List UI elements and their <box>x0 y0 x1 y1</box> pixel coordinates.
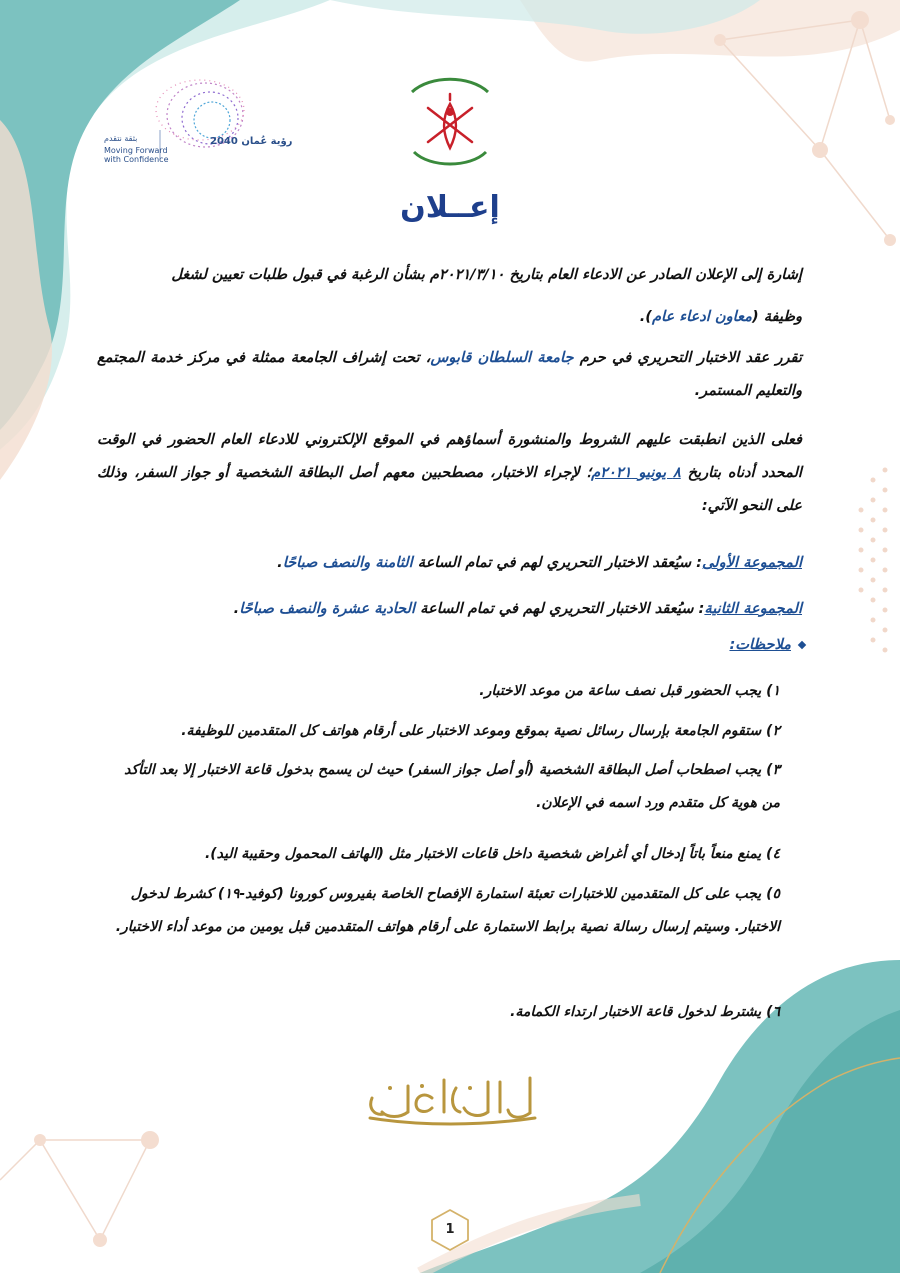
exam-location-prefix: تقرر عقد الاختبار التحريري في حرم <box>573 349 802 366</box>
note-item: ٣) يجب اصطحاب أصل البطاقة الشخصية (أو أصل جواز السفر) حيث لن يسمح بدخول قاعة الاختبار إلا بعد التأكد من هوية كل متقدم ورد اسمه في الإعلان. <box>124 762 780 811</box>
intro-line-2 <box>97 300 802 333</box>
note-item: ٤) يمنع منعاً باتاً إدخال أي أغراض شخصية داخل قاعات الاختبار مثل (الهاتف المحمول وحقيبة اليد). <box>204 846 780 862</box>
group-1-end: . <box>277 554 283 571</box>
university-name: جامعة السلطان قابوس <box>430 349 574 366</box>
note-item: ٢) ستقوم الجامعة بإرسال رسائل نصية بموقع وموعد الاختبار على أرقام هواتف كل المتقدمين للوظيفة. <box>181 723 780 739</box>
oman-public-prosecution-emblem <box>400 70 500 175</box>
group-2-label: المجموعة الثانية <box>704 600 802 617</box>
intro-line-1: إشارة إلى الإعلان الصادر عن الادعاء العام بتاريخ ٢٠٢١/٣/١٠م بشأن الرغبة في قبول طلبات تعيين لشغل <box>171 266 802 283</box>
exam-date: ٨ يونيو ٢٠٢١م <box>591 464 681 481</box>
intro-job-suffix: ). <box>639 308 652 325</box>
closing-calligraphy <box>360 1068 540 1128</box>
diamond-bullet-icon <box>798 641 806 649</box>
group-2-text: : سيُعقد الاختبار التحريري لهم في تمام الساعة <box>415 600 705 617</box>
vision-arabic-title: رؤية عُمان 2040 <box>210 136 293 147</box>
announcement-title: إعــلان <box>400 190 500 225</box>
group-2-line <box>97 592 802 625</box>
vision-slogan-line2: with Confidence <box>104 155 169 164</box>
oman-vision-2040-logo <box>100 70 293 170</box>
note-item: ٥) يجب على كل المتقدمين للاختبارات تعبئة استمارة الإفصاح الخاصة بفيروس كورونا (كوفيد-١٩) كشرط لدخول الاختبار. وسيتم إرسال رسالة نصية برابط الاستمارة على أرقام هواتف المتقدمين قبل يومين من موعد أداء الاختبار. <box>115 886 780 935</box>
attendance-suffix: ؛ لإجراء الاختبار، مصطحبين معهم أصل البطاقة الشخصية أو جواز السفر، وذلك على النحو الآتي: <box>97 464 802 514</box>
group-1-line <box>97 546 802 579</box>
intro-job-prefix: وظيفة ( <box>751 308 802 325</box>
job-title: معاون ادعاء عام <box>651 308 752 325</box>
attendance-prefix: فعلى الذين انطبقت عليهم الشروط والمنشورة أسماؤهم في الموقع الإلكتروني للادعاء العام الحضور في الوقت المحدد أدناه بتاريخ <box>97 431 802 481</box>
group-2-time: الحادية عشرة والنصف صباحًا <box>239 600 416 617</box>
vision-slogan-line1: Moving Forward <box>104 146 168 155</box>
group-1-text: : سيُعقد الاختبار التحريري لهم في تمام الساعة <box>412 554 703 571</box>
group-1-label: المجموعة الأولى <box>702 554 802 571</box>
attendance-paragraph <box>97 423 802 522</box>
vision-arabic-slogan: بثقة نتقدم <box>104 134 138 143</box>
group-1-time: الثامنة والنصف صباحًا <box>282 554 413 571</box>
note-item: ١) يجب الحضور قبل نصف ساعة من موعد الاختبار. <box>479 683 780 699</box>
exam-location-suffix: ، تحت إشراف الجامعة ممثلة في مركز خدمة المجتمع والتعليم المستمر. <box>97 349 802 399</box>
page-number: 1 <box>445 1222 455 1237</box>
notes-heading-text: ملاحظات: <box>729 636 791 653</box>
group-2-end: . <box>233 600 240 617</box>
note-item: ٦) يشترط لدخول قاعة الاختبار ارتداء الكمامة. <box>510 1004 780 1020</box>
exam-location-paragraph <box>97 341 802 407</box>
notes-heading <box>729 636 805 653</box>
